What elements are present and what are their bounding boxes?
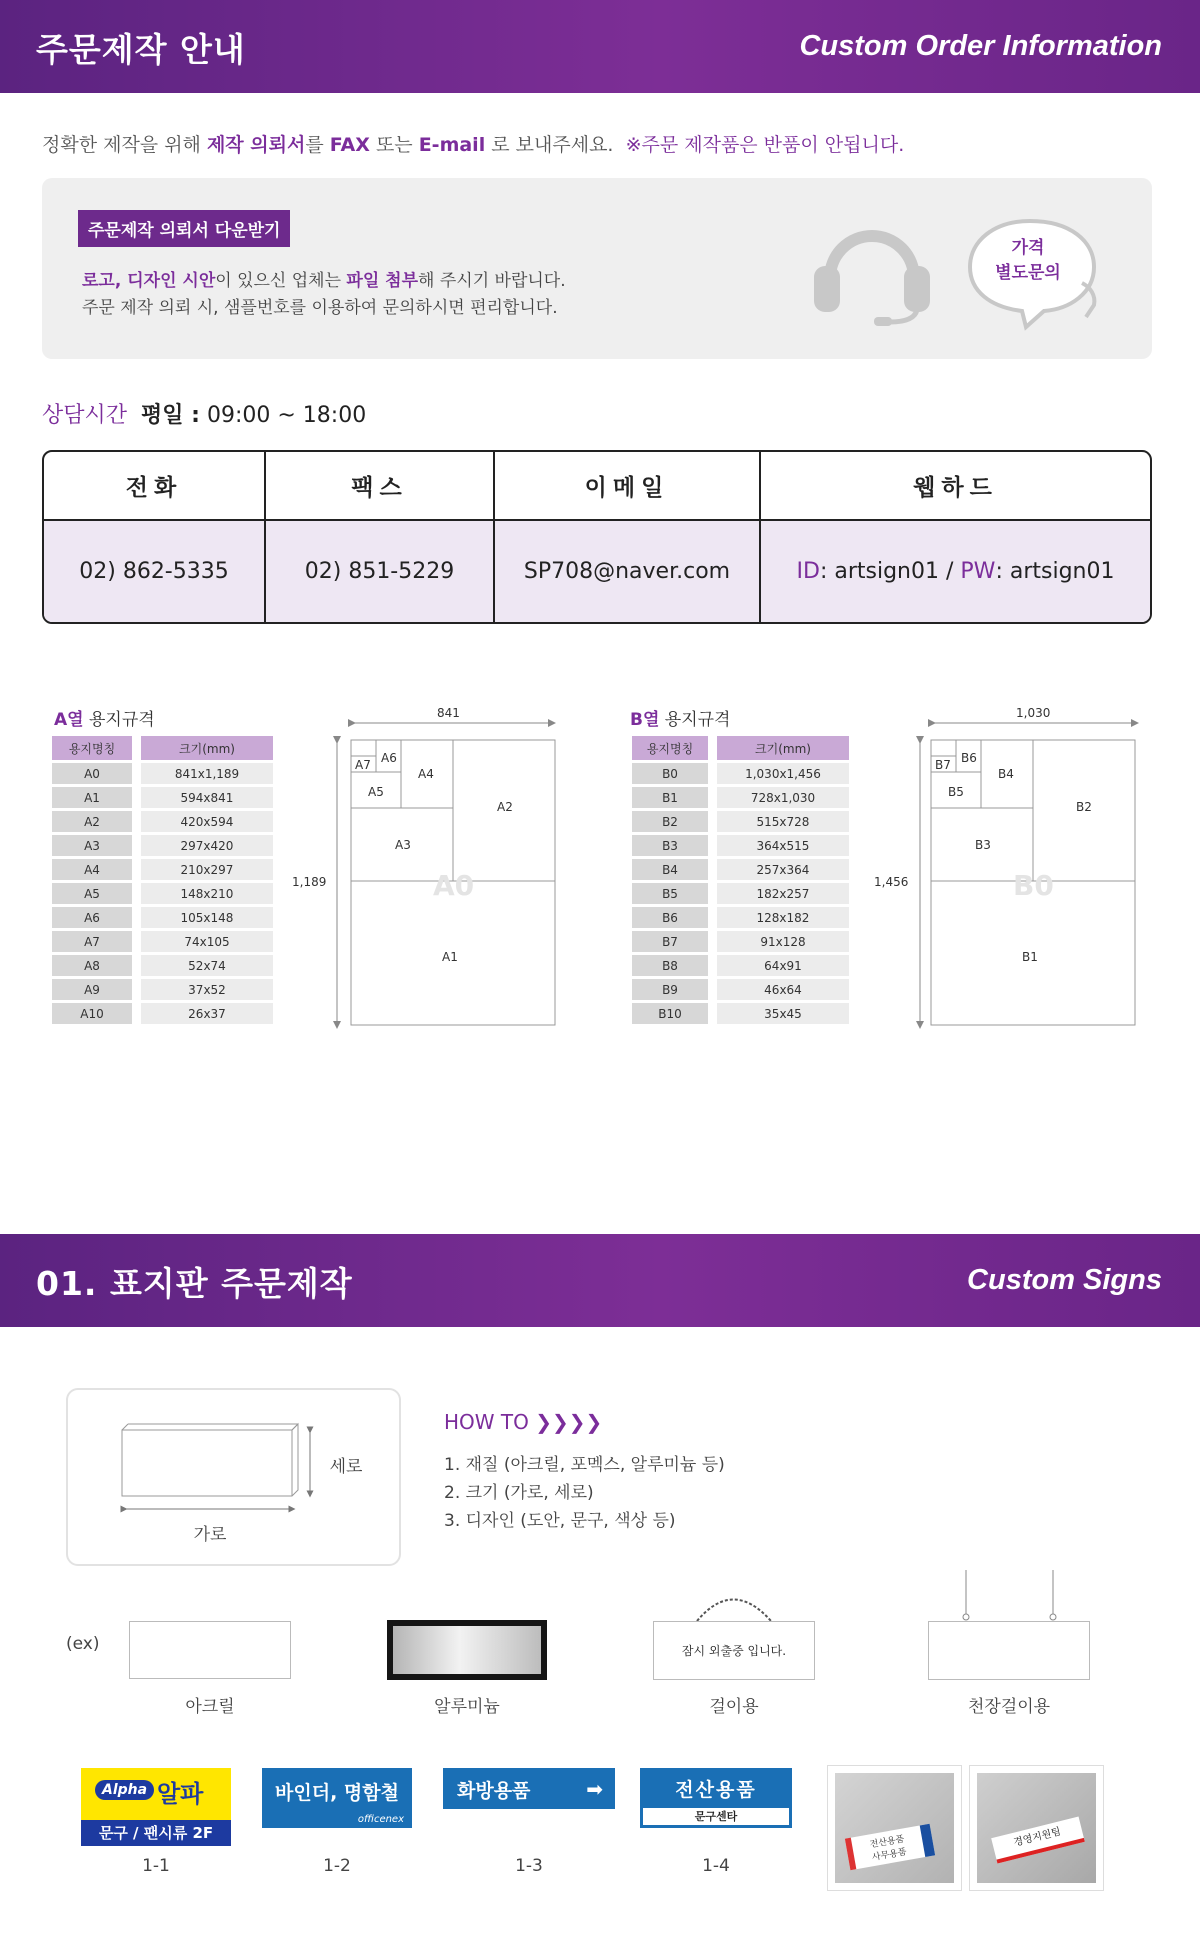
page-title-en: Custom Order Information (799, 30, 1162, 62)
spec-row (632, 835, 849, 856)
info-highlight: 로고, 디자인 시안 (82, 271, 216, 291)
sample-4-sub: 문구센타 (643, 1808, 789, 1825)
paper-name: B2 (632, 811, 708, 832)
paper-size: 515x728 (717, 811, 849, 832)
paper-size: 594x841 (141, 787, 273, 808)
spec-row (632, 931, 849, 952)
sample-photo-1[interactable] (827, 1765, 962, 1891)
paper-name: A3 (52, 835, 132, 856)
notice-text: 를 (305, 134, 330, 156)
header-phone: 전화 (44, 452, 266, 521)
paper-name: A8 (52, 955, 132, 976)
hanging-sample: 잠시 외출중 입니다. (653, 1621, 815, 1680)
a-height-label: 1,189 (292, 875, 327, 889)
howto-step-3: 3. 디자인 (도안, 문구, 색상 등) (444, 1511, 676, 1531)
spec-row (632, 883, 849, 904)
b-series-table (632, 733, 849, 1027)
paper-size: 52x74 (141, 955, 273, 976)
paper-name: A10 (52, 1003, 132, 1024)
paper-size: 257x364 (717, 859, 849, 880)
sample-sign-1-1[interactable] (81, 1768, 231, 1846)
b1-label: B1 (1022, 950, 1038, 964)
hours-label: 상담시간 (42, 403, 128, 428)
paper-size: 128x182 (717, 907, 849, 928)
page-title: 주문제작 안내 (36, 30, 246, 69)
sample-2-name: 바인더, 명함철 (275, 1782, 399, 1804)
hanging-chain-icon (653, 1588, 815, 1623)
id-value: : artsign01 / (819, 559, 954, 584)
paper-name: A4 (52, 859, 132, 880)
a4-label: A4 (418, 767, 434, 781)
bubble-line-1: 가격 (1011, 238, 1045, 258)
paper-size: 841x1,189 (141, 763, 273, 784)
notice-text: 또는 (369, 134, 419, 156)
aluminum-caption: 알루미늄 (434, 1697, 500, 1717)
paper-size: 420x594 (141, 811, 273, 832)
b-series-label: B열 (630, 710, 660, 730)
paper-name: A9 (52, 979, 132, 1000)
paper-size: 64x91 (717, 955, 849, 976)
info-line-2: 주문 제작 의뢰 시, 샘플번호를 이용하여 문의하시면 편리합니다. (82, 298, 558, 318)
sample-sign-1-3[interactable] (443, 1768, 615, 1809)
spec-row (632, 763, 849, 784)
b-series-diagram (870, 700, 1145, 1035)
pw-value: : artsign01 (995, 559, 1115, 584)
howto-step-1: 1. 재질 (아크릴, 포멕스, 알루미늄 등) (444, 1455, 725, 1475)
acrylic-caption: 아크릴 (185, 1697, 235, 1717)
spec-row (632, 787, 849, 808)
a1-label: A1 (442, 950, 458, 964)
b-series-sub: 용지규격 (659, 710, 731, 730)
col-name: 용지명칭 (52, 736, 132, 760)
headset-icon (810, 216, 935, 326)
arrow-right-icon: ➡ (586, 1777, 603, 1801)
paper-size: 91x128 (717, 931, 849, 952)
notice-text: 정확한 제작을 위해 (42, 134, 207, 156)
spec-row (632, 859, 849, 880)
width-label: 가로 (193, 1525, 227, 1545)
photo-1-sign (845, 1824, 935, 1870)
a-series-sub: 용지규격 (83, 710, 155, 730)
sample-sign-1-2[interactable] (262, 1768, 412, 1828)
webhard-account (761, 521, 1150, 622)
b2-label: B2 (1076, 800, 1092, 814)
b-series-title (630, 705, 730, 730)
sample-3-caption: 1-3 (515, 1856, 543, 1876)
pw-label: PW (960, 559, 996, 584)
b-height-label: 1,456 (874, 875, 909, 889)
bubble-line-2: 별도문의 (995, 263, 1061, 283)
spec-row (52, 931, 273, 952)
paper-size: 728x1,030 (717, 787, 849, 808)
spec-row (52, 1003, 273, 1024)
spec-row (52, 955, 273, 976)
paper-size: 210x297 (141, 859, 273, 880)
paper-size: 105x148 (141, 907, 273, 928)
howto-step-2: 2. 크기 (가로, 세로) (444, 1483, 594, 1503)
no-return-notice: ※주문 제작품은 반품이 안됩니다. (625, 134, 905, 156)
contact-table (42, 450, 1152, 624)
paper-size: 1,030x1,456 (717, 763, 849, 784)
example-label: (ex) (66, 1634, 100, 1654)
alpha-logo: Alpha (95, 1780, 154, 1800)
consult-hours (42, 398, 366, 429)
header-fax: 팩스 (266, 452, 495, 521)
section-title-en: Custom Signs (967, 1264, 1162, 1296)
b7-label: B7 (935, 758, 951, 772)
paper-name: B8 (632, 955, 708, 976)
paper-size: 37x52 (141, 979, 273, 1000)
spec-row (632, 1003, 849, 1024)
sample-1-name: 알파 (157, 1780, 204, 1808)
spec-row (52, 811, 273, 832)
howto-title: HOW TO ❯❯❯❯ (444, 1410, 603, 1434)
spec-row (632, 907, 849, 928)
b4-label: B4 (998, 767, 1014, 781)
spec-row (52, 787, 273, 808)
notice-email: E-mail (418, 134, 486, 156)
spec-row (632, 955, 849, 976)
sample-2-sub: officenex (357, 1814, 404, 1825)
paper-name: B4 (632, 859, 708, 880)
paper-name: B6 (632, 907, 708, 928)
email-address[interactable]: SP708@naver.com (495, 521, 761, 622)
paper-name: A5 (52, 883, 132, 904)
paper-name: B10 (632, 1003, 708, 1024)
paper-name: B7 (632, 931, 708, 952)
col-size: 크기(mm) (141, 736, 273, 760)
phone-number[interactable]: 02) 862-5335 (44, 521, 266, 622)
notice-fax: FAX (329, 134, 370, 156)
sign-size-diagram (112, 1420, 332, 1520)
photo-1-line-1: 전산용품 (869, 1834, 906, 1851)
spec-row (52, 883, 273, 904)
spec-row (632, 811, 849, 832)
ceiling-sample (928, 1621, 1090, 1680)
notice-highlight: 제작 의뢰서 (206, 134, 306, 156)
paper-size: 35x45 (717, 1003, 849, 1024)
price-inquiry-badge (978, 236, 1078, 286)
paper-name: A1 (52, 787, 132, 808)
spec-row (52, 979, 273, 1000)
paper-name: B1 (632, 787, 708, 808)
spec-row (52, 907, 273, 928)
download-form-button[interactable]: 주문제작 의뢰서 다운받기 (78, 210, 290, 247)
sample-photo-2[interactable] (969, 1765, 1104, 1891)
a-series-table (52, 733, 273, 1027)
notice-text: 로 보내주세요. (485, 134, 614, 156)
col-size: 크기(mm) (717, 736, 849, 760)
a-series-title (54, 705, 155, 730)
paper-size: 182x257 (717, 883, 849, 904)
sample-sign-1-4[interactable] (640, 1768, 792, 1828)
sample-2-caption: 1-2 (323, 1856, 351, 1876)
header-webhard: 웹하드 (761, 452, 1150, 521)
a6-label: A6 (381, 751, 397, 765)
b6-label: B6 (961, 751, 977, 765)
spec-row (632, 979, 849, 1000)
info-highlight: 파일 첨부 (346, 271, 419, 291)
paper-name: B9 (632, 979, 708, 1000)
section-title: 01. 표지판 주문제작 (36, 1264, 353, 1303)
info-line-1 (82, 266, 566, 291)
aluminum-sample (387, 1620, 547, 1680)
hours-time: 09:00 ~ 18:00 (206, 403, 367, 428)
ceiling-caption: 천장걸이용 (967, 1697, 1051, 1717)
photo-1-line-2: 사무용품 (871, 1847, 908, 1864)
a-series-diagram (290, 700, 565, 1035)
a2-label: A2 (497, 800, 513, 814)
a5-label: A5 (368, 785, 384, 799)
hours-day: 평일 : (141, 403, 200, 428)
ceiling-wire-icon (928, 1570, 1090, 1622)
height-label: 세로 (329, 1457, 363, 1477)
order-notice (42, 130, 904, 157)
paper-name: A7 (52, 931, 132, 952)
a0-watermark: A0 (433, 869, 475, 902)
paper-size: 46x64 (717, 979, 849, 1000)
b0-watermark: B0 (1013, 869, 1054, 902)
paper-size: 148x210 (141, 883, 273, 904)
paper-name: A2 (52, 811, 132, 832)
acrylic-sample (129, 1621, 291, 1679)
spec-row (52, 763, 273, 784)
header-banner (0, 0, 1200, 93)
b-width-label: 1,030 (1016, 706, 1051, 720)
a7-label: A7 (355, 758, 371, 772)
paper-name: B0 (632, 763, 708, 784)
a-width-label: 841 (437, 706, 460, 720)
col-name: 용지명칭 (632, 736, 708, 760)
info-text: 해 주시기 바랍니다. (418, 271, 566, 291)
sample-1-sub: 문구 / 팬시류 2F (81, 1820, 231, 1846)
id-label: ID (796, 559, 820, 584)
header-email: 이메일 (495, 452, 761, 521)
info-text: 이 있으신 업체는 (215, 271, 347, 291)
paper-name: A6 (52, 907, 132, 928)
paper-name: B3 (632, 835, 708, 856)
photo-2-sign: 경영지원팀 (991, 1816, 1085, 1863)
spec-row (52, 859, 273, 880)
paper-size: 26x37 (141, 1003, 273, 1024)
b5-label: B5 (948, 785, 964, 799)
signs-banner (0, 1234, 1200, 1327)
sample-3-name: 화방용품 (457, 1780, 531, 1802)
paper-name: B5 (632, 883, 708, 904)
paper-size: 74x105 (141, 931, 273, 952)
a-series-label: A열 (54, 710, 84, 730)
b3-label: B3 (975, 838, 991, 852)
fax-number: 02) 851-5229 (266, 521, 495, 622)
sample-4-name: 전산용품 (675, 1779, 757, 1801)
sample-4-caption: 1-4 (702, 1856, 730, 1876)
sample-1-caption: 1-1 (142, 1856, 170, 1876)
spec-row (52, 835, 273, 856)
hanging-caption: 걸이용 (709, 1697, 759, 1717)
paper-name: A0 (52, 763, 132, 784)
a3-label: A3 (395, 838, 411, 852)
paper-size: 364x515 (717, 835, 849, 856)
paper-size: 297x420 (141, 835, 273, 856)
